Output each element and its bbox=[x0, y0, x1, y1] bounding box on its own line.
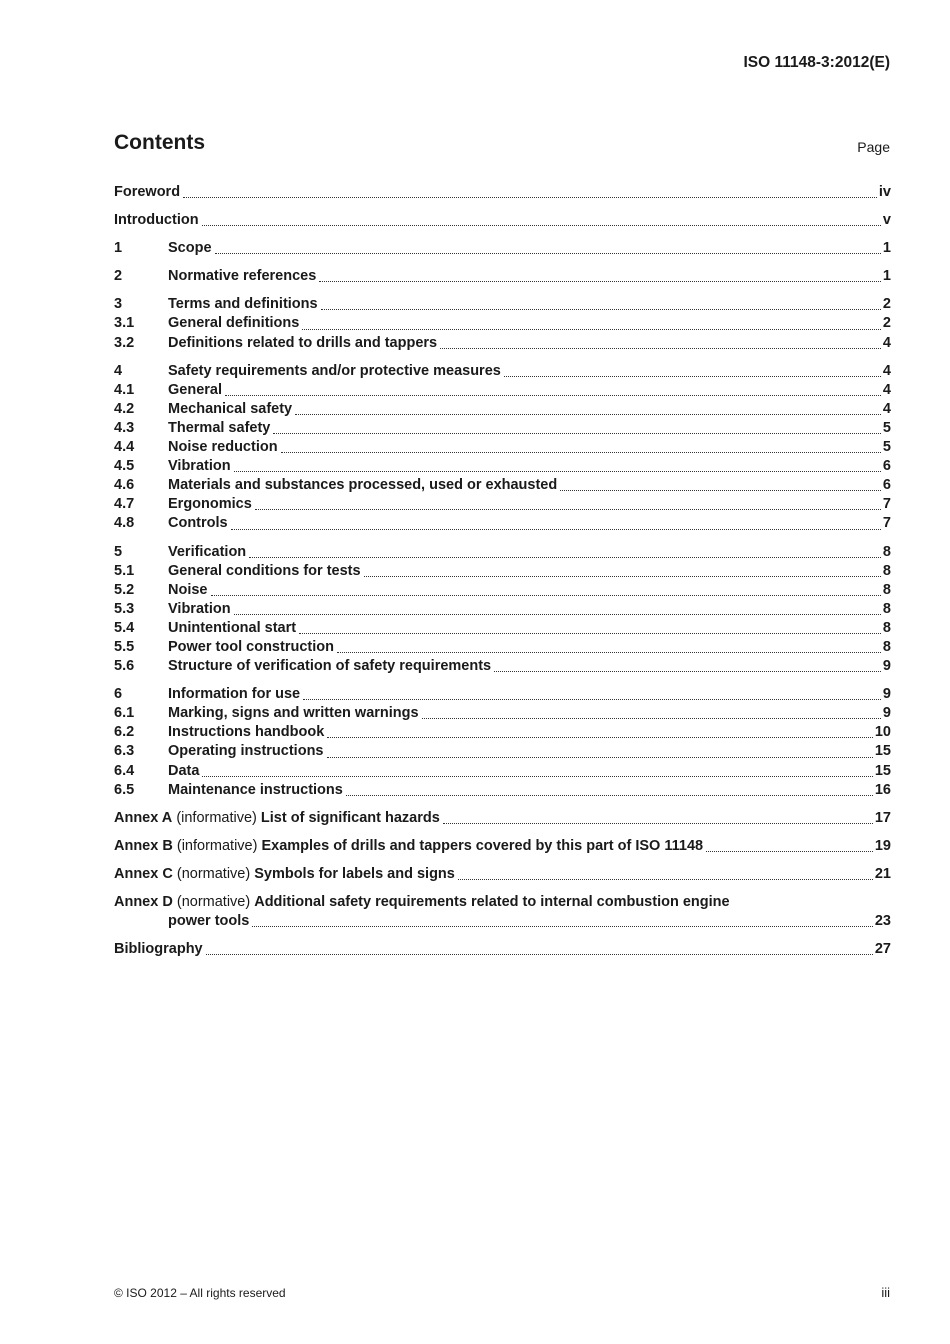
annex-qualifier: (informative) bbox=[176, 809, 257, 826]
page-number: iii bbox=[881, 1285, 890, 1300]
annex-label: Annex B bbox=[114, 837, 173, 854]
toc-entry[interactable] bbox=[114, 514, 891, 533]
toc-entry-page: 17 bbox=[874, 809, 891, 826]
dot-leader bbox=[443, 822, 873, 824]
toc-entry-title: Power tool construction bbox=[168, 638, 334, 655]
toc-entry[interactable] bbox=[114, 381, 891, 400]
dot-leader bbox=[321, 308, 881, 310]
toc-entry[interactable] bbox=[114, 704, 891, 723]
toc-entry-number: 4.8 bbox=[114, 515, 135, 532]
toc-entry[interactable] bbox=[114, 543, 891, 562]
dot-leader bbox=[273, 432, 881, 434]
toc-entry-title: Vibration bbox=[168, 600, 231, 617]
toc-entry[interactable] bbox=[114, 457, 891, 476]
dot-leader bbox=[215, 252, 881, 254]
toc-entry-title: Normative references bbox=[168, 268, 317, 285]
toc-entry[interactable] bbox=[114, 742, 891, 761]
dot-leader bbox=[504, 375, 881, 377]
dot-leader bbox=[458, 878, 873, 880]
toc-entry-number: 4.1 bbox=[114, 381, 135, 398]
toc-entry-title: Instructions handbook bbox=[168, 724, 325, 741]
toc-entry[interactable] bbox=[114, 295, 891, 314]
toc-entry[interactable] bbox=[114, 723, 891, 742]
toc-entry-title: Verification bbox=[168, 543, 247, 560]
toc-entry-title: Mechanical safety bbox=[168, 400, 293, 417]
toc-entry[interactable] bbox=[114, 762, 891, 781]
table-of-contents bbox=[114, 183, 891, 959]
toc-entry-title: Definitions related to drills and tappers bbox=[168, 334, 438, 351]
toc-entry-page: 8 bbox=[882, 638, 891, 655]
toc-entry[interactable] bbox=[114, 419, 891, 438]
toc-entry-title: Bibliography bbox=[114, 941, 203, 958]
toc-entry-title: Noise reduction bbox=[168, 439, 278, 456]
toc-entry-number: 5.1 bbox=[114, 562, 135, 579]
dot-leader bbox=[337, 651, 881, 653]
toc-entry-number: 1 bbox=[114, 240, 123, 257]
toc-entry-page: 27 bbox=[874, 941, 891, 958]
dot-leader bbox=[319, 280, 881, 282]
toc-entry-number: 6.5 bbox=[114, 781, 135, 798]
toc-entry-number: 3 bbox=[114, 296, 123, 313]
dot-leader bbox=[422, 717, 881, 719]
copyright-notice: © ISO 2012 – All rights reserved bbox=[114, 1286, 286, 1300]
annex-label: Annex D bbox=[114, 894, 173, 910]
toc-entry-page: 5 bbox=[882, 439, 891, 456]
toc-entry-title: Unintentional start bbox=[168, 619, 297, 636]
dot-leader bbox=[302, 328, 881, 330]
toc-entry-page: 2 bbox=[882, 296, 891, 313]
toc-entry-number: 6.4 bbox=[114, 762, 135, 779]
toc-entry[interactable] bbox=[114, 600, 891, 619]
toc-entry[interactable] bbox=[114, 211, 891, 230]
toc-entry[interactable] bbox=[114, 581, 891, 600]
toc-entry-title: Noise bbox=[168, 581, 208, 598]
toc-entry-page: 15 bbox=[874, 762, 891, 779]
toc-entry-page: 15 bbox=[874, 743, 891, 760]
dot-leader bbox=[440, 347, 881, 349]
toc-entry-number: 4.4 bbox=[114, 439, 135, 456]
page-column-label: Page bbox=[857, 139, 890, 155]
toc-entry-page: 4 bbox=[882, 362, 891, 379]
annex-label: Annex C bbox=[114, 865, 173, 882]
toc-annex-entry[interactable] bbox=[114, 809, 891, 828]
toc-entry-page: 8 bbox=[882, 619, 891, 636]
toc-entry-page: 21 bbox=[874, 865, 891, 882]
dot-leader bbox=[231, 528, 881, 530]
dot-leader bbox=[249, 556, 881, 558]
toc-entry-number: 5.3 bbox=[114, 600, 135, 617]
toc-entry-title: Thermal safety bbox=[168, 419, 271, 436]
toc-annex-entry[interactable] bbox=[114, 865, 891, 884]
toc-annex-entry-continuation[interactable] bbox=[114, 912, 891, 931]
toc-entry-title: Materials and substances processed, used or exhausted bbox=[168, 477, 558, 494]
dot-leader bbox=[327, 756, 873, 758]
toc-entry-page: 23 bbox=[874, 913, 891, 930]
toc-entry[interactable] bbox=[114, 438, 891, 457]
toc-entry-title: Introduction bbox=[114, 212, 199, 229]
dot-leader bbox=[346, 794, 873, 796]
toc-entry-page: 4 bbox=[882, 334, 891, 351]
dot-leader bbox=[211, 594, 881, 596]
toc-entry-page: 2 bbox=[882, 315, 891, 332]
toc-entry-title: Scope bbox=[168, 240, 212, 257]
toc-entry[interactable] bbox=[114, 619, 891, 638]
toc-entry-page: 6 bbox=[882, 458, 891, 475]
annex-title-continuation: power tools bbox=[168, 913, 250, 930]
annex-title: Examples of drills and tappers covered by this part of ISO 11148 bbox=[261, 837, 704, 854]
toc-entry-title: Vibration bbox=[168, 458, 231, 475]
toc-entry-page: 1 bbox=[882, 268, 891, 285]
annex-qualifier: (normative) bbox=[176, 894, 251, 910]
toc-entry-number: 5.4 bbox=[114, 619, 135, 636]
toc-annex-entry[interactable] bbox=[114, 837, 891, 856]
dot-leader bbox=[303, 698, 881, 700]
toc-entry-number: 5.6 bbox=[114, 658, 135, 675]
toc-entry-number: 4.7 bbox=[114, 496, 135, 513]
dot-leader bbox=[560, 489, 881, 491]
dot-leader bbox=[295, 413, 881, 415]
dot-leader bbox=[255, 508, 881, 510]
dot-leader bbox=[364, 575, 881, 577]
toc-entry-number: 6.2 bbox=[114, 724, 135, 741]
toc-entry-page: 10 bbox=[874, 724, 891, 741]
toc-entry-page: iv bbox=[878, 184, 891, 200]
toc-entry[interactable] bbox=[114, 239, 891, 258]
toc-entry[interactable] bbox=[114, 334, 891, 353]
toc-entry-title: Structure of verification of safety requirements bbox=[168, 658, 492, 675]
toc-entry-title: Data bbox=[168, 762, 200, 779]
annex-title: Symbols for labels and signs bbox=[254, 865, 455, 882]
toc-entry[interactable] bbox=[114, 940, 891, 959]
toc-entry-page: 5 bbox=[882, 419, 891, 436]
annex-label: Annex A bbox=[114, 809, 173, 826]
contents-heading: Contents bbox=[114, 131, 205, 154]
toc-entry-number: 4.6 bbox=[114, 477, 135, 494]
dot-leader bbox=[234, 613, 881, 615]
toc-entry[interactable] bbox=[114, 400, 891, 419]
toc-entry-title: Safety requirements and/or protective measures bbox=[168, 362, 501, 379]
toc-entry[interactable] bbox=[114, 685, 891, 704]
toc-entry-page: 19 bbox=[874, 837, 891, 854]
toc-entry-page: v bbox=[882, 212, 891, 229]
toc-entry-page: 1 bbox=[882, 240, 891, 257]
toc-entry-number: 6.3 bbox=[114, 743, 135, 760]
toc-entry-number: 4.2 bbox=[114, 400, 135, 417]
dot-leader bbox=[327, 736, 873, 738]
toc-entry-number: 3.1 bbox=[114, 315, 135, 332]
dot-leader bbox=[281, 451, 881, 453]
toc-entry-title: Terms and definitions bbox=[168, 296, 318, 313]
toc-entry-title: Operating instructions bbox=[168, 743, 324, 760]
toc-entry-page: 7 bbox=[882, 496, 891, 513]
annex-qualifier: (normative) bbox=[176, 865, 251, 882]
toc-entry-number: 2 bbox=[114, 268, 123, 285]
toc-entry-page: 16 bbox=[874, 781, 891, 798]
toc-entry-title: General conditions for tests bbox=[168, 562, 361, 579]
toc-entry-page: 8 bbox=[882, 600, 891, 617]
toc-entry-title: Foreword bbox=[114, 184, 181, 200]
annex-title: Additional safety requirements related to internal combustion engine bbox=[254, 894, 730, 910]
toc-entry-page: 9 bbox=[882, 658, 891, 675]
toc-entry-page: 9 bbox=[882, 705, 891, 722]
dot-leader bbox=[252, 925, 872, 927]
toc-entry[interactable] bbox=[114, 638, 891, 657]
toc-entry[interactable] bbox=[114, 781, 891, 800]
toc-entry-number: 4.3 bbox=[114, 419, 135, 436]
dot-leader bbox=[706, 850, 873, 852]
toc-entry[interactable] bbox=[114, 562, 891, 581]
dot-leader bbox=[202, 775, 872, 777]
toc-entry[interactable] bbox=[114, 476, 891, 495]
toc-entry-title: General bbox=[168, 381, 222, 398]
toc-entry-number: 4.5 bbox=[114, 458, 135, 475]
toc-entry-title: Maintenance instructions bbox=[168, 781, 343, 798]
toc-entry[interactable] bbox=[114, 362, 891, 381]
toc-entry[interactable] bbox=[114, 183, 891, 202]
dot-leader bbox=[234, 470, 881, 472]
toc-entry[interactable] bbox=[114, 657, 891, 676]
toc-entry-page: 8 bbox=[882, 543, 891, 560]
toc-entry-number: 6.1 bbox=[114, 705, 135, 722]
toc-entry[interactable] bbox=[114, 495, 891, 514]
toc-entry-page: 7 bbox=[882, 515, 891, 532]
dot-leader bbox=[202, 224, 881, 226]
dot-leader bbox=[183, 196, 877, 198]
toc-entry-page: 9 bbox=[882, 686, 891, 703]
toc-entry-title: Ergonomics bbox=[168, 496, 252, 513]
toc-entry-title: Information for use bbox=[168, 686, 301, 703]
toc-entry-number: 5.5 bbox=[114, 638, 135, 655]
toc-entry-title: General definitions bbox=[168, 315, 300, 332]
toc-entry[interactable] bbox=[114, 314, 891, 333]
toc-entry-number: 5.2 bbox=[114, 581, 135, 598]
toc-entry-number: 4 bbox=[114, 362, 123, 379]
toc-entry-title: Marking, signs and written warnings bbox=[168, 705, 419, 722]
annex-title: List of significant hazards bbox=[260, 809, 440, 826]
toc-entry-number: 6 bbox=[114, 686, 123, 703]
toc-entry-page: 4 bbox=[882, 381, 891, 398]
toc-entry-number: 3.2 bbox=[114, 334, 135, 351]
document-identifier: ISO 11148-3:2012(E) bbox=[743, 54, 890, 71]
toc-entry-page: 4 bbox=[882, 400, 891, 417]
toc-entry-number: 5 bbox=[114, 543, 123, 560]
toc-annex-entry[interactable] bbox=[114, 893, 891, 912]
toc-entry-page: 6 bbox=[882, 477, 891, 494]
dot-leader bbox=[206, 953, 873, 955]
toc-entry-title: Controls bbox=[168, 515, 228, 532]
dot-leader bbox=[299, 632, 881, 634]
toc-entry[interactable] bbox=[114, 267, 891, 286]
dot-leader bbox=[225, 394, 881, 396]
toc-entry-page: 8 bbox=[882, 562, 891, 579]
dot-leader bbox=[494, 670, 881, 672]
annex-qualifier: (informative) bbox=[176, 837, 258, 854]
toc-entry-page: 8 bbox=[882, 581, 891, 598]
